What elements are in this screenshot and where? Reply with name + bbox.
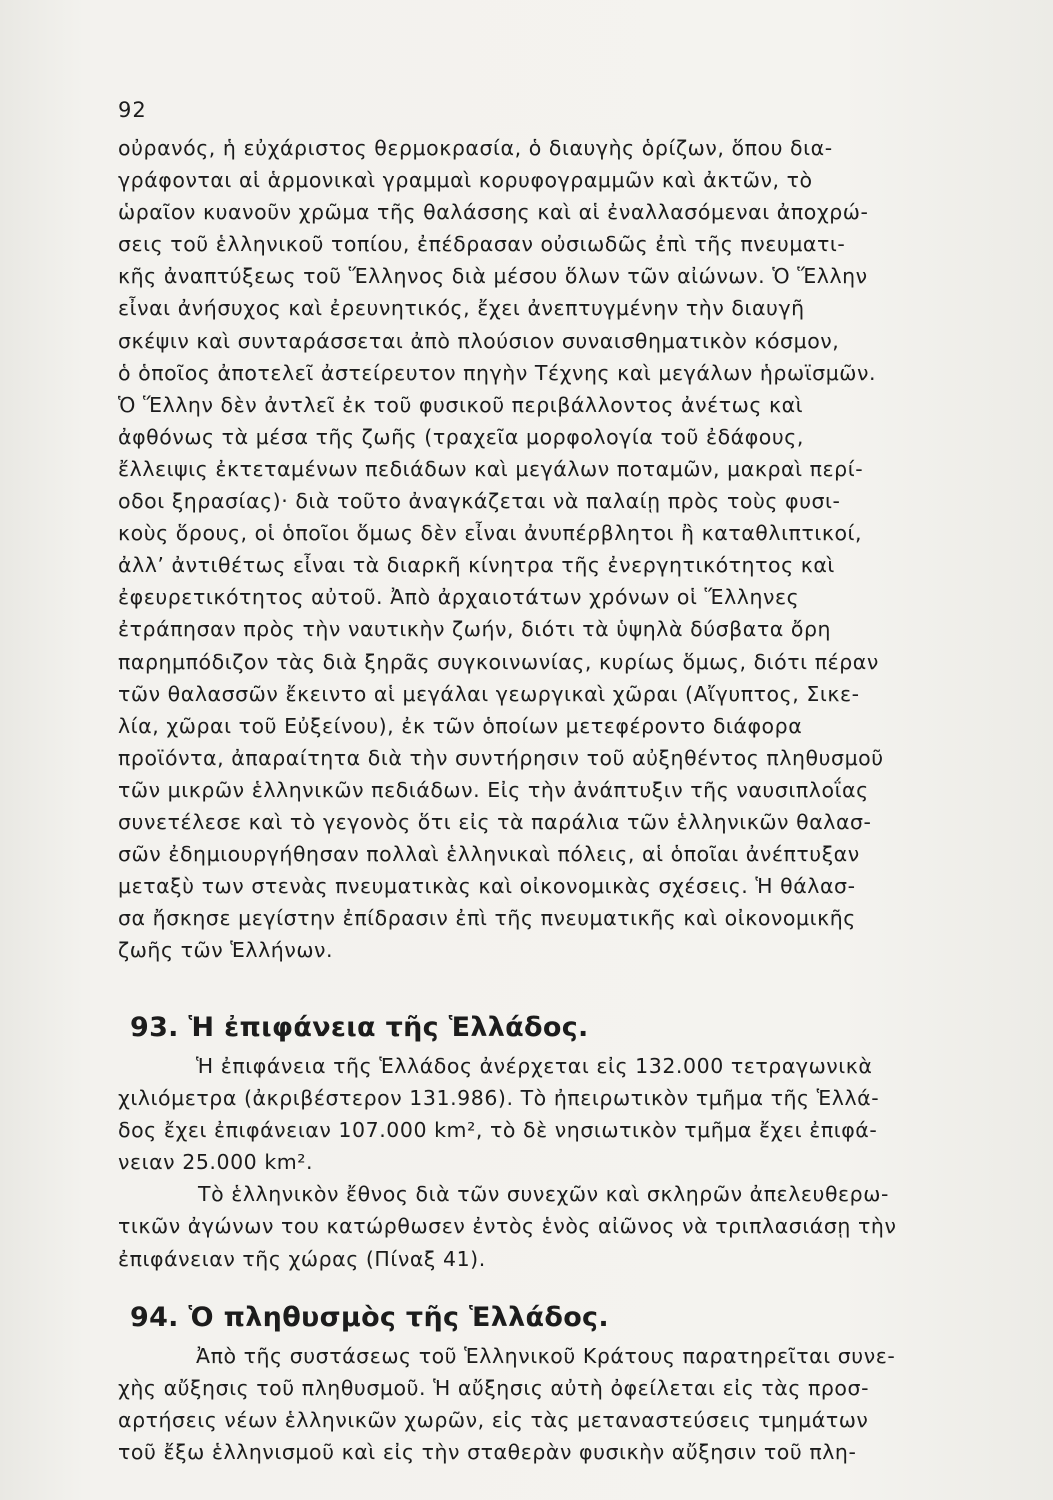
text-line: κῆς ἀναπτύξεως τοῦ Ἕλληνος διὰ μέσου ὅλων τῶν αἰώνων. Ὁ Ἕλλην — [118, 264, 868, 289]
text-line: σα ἤσκησε μεγίστην ἐπίδρασιν ἐπὶ τῆς πνευματικῆς καὶ οἰκονομικῆς — [118, 906, 856, 931]
body-paragraph — [118, 132, 998, 966]
section-94-paragraph — [118, 1340, 998, 1468]
page-number: 92 — [118, 98, 147, 122]
text-line: τικῶν ἀγώνων του κατώρθωσεν ἐντὸς ἑνὸς αἰῶνος νὰ τριπλασιάσῃ τὴν — [118, 1214, 897, 1239]
text-line: αρτήσεις νέων ἑλληνικῶν χωρῶν, εἰς τὰς μεταναστεύσεις τμημάτων — [118, 1408, 869, 1433]
text-line: ὁ ὁποῖος ἀποτελεῖ ἀστείρευτον πηγὴν Τέχνης καὶ μεγάλων ἡρωϊσμῶν. — [118, 360, 877, 385]
text-line: τῶν θαλασσῶν ἔκειντο αἱ μεγάλαι γεωργικαὶ χῶραι (Αἴγυπτος, Σικε- — [118, 681, 860, 706]
text-line: Τὸ ἑλληνικὸν ἔθνος διὰ τῶν συνεχῶν καὶ σκληρῶν ἀπελευθερω- — [198, 1182, 889, 1207]
text-line: νειαν 25.000 km². — [118, 1150, 314, 1175]
text-line: ἀφθόνως τὰ μέσα τῆς ζωῆς (τραχεῖα μορφολογία τοῦ ἐδάφους, — [118, 424, 804, 449]
text-line: Ἡ ἐπιφάνεια τῆς Ἑλλάδος ἀνέρχεται εἰς 132.000 τετραγωνικὰ — [196, 1054, 873, 1078]
text-line: μεταξὺ των στενὰς πνευματικὰς καὶ οἰκονομικὰς σχέσεις. Ἡ θάλασ- — [118, 874, 856, 899]
section-heading-93: 93. Ἡ ἐπιφάνεια τῆς Ἑλλάδος. — [130, 1012, 589, 1043]
text-line: τοῦ ἔξω ἑλληνισμοῦ καὶ εἰς τὴν σταθερὰν φυσικὴν αὔξησιν τοῦ πλη- — [118, 1440, 857, 1465]
text-line: χιλιόμετρα (ἀκριβέστερον 131.986). Τὸ ἠπειρωτικὸν τμῆμα τῆς Ἑλλά- — [118, 1086, 880, 1111]
text-line: εἶναι ἀνήσυχος καὶ ἐρευνητικός, ἔχει ἀνεπτυγμένην τὴν διαυγῆ — [118, 296, 805, 321]
text-line: ἐφευρετικότητος αὐτοῦ. Ἀπὸ ἀρχαιοτάτων χρόνων οἱ Ἕλληνες — [118, 585, 800, 610]
text-line: ἀλλ’ ἀντιθέτως εἶναι τὰ διαρκῆ κίνητρα τῆς ἐνεργητικότητος καὶ — [118, 553, 835, 578]
text-line: προϊόντα, ἀπαραίτητα διὰ τὴν συντήρησιν τοῦ αὐξηθέντος πληθυσμοῦ — [118, 745, 884, 770]
text-line: δος ἔχει ἐπιφάνειαν 107.000 km², τὸ δὲ νησιωτικὸν τμῆμα ἔχει ἐπιφά- — [118, 1118, 878, 1143]
text-line: κοὺς ὅρους, οἱ ὁποῖοι ὅμως δὲν εἶναι ἀνυπέρβλητοι ἢ καταθλιπτικοί, — [118, 521, 863, 546]
text-line: οὐρανός, ἡ εὐχάριστος θερμοκρασία, ὁ διαυγὴς ὁρίζων, ὅπου δια- — [118, 136, 833, 160]
text-line: χὴς αὔξησις τοῦ πληθυσμοῦ. Ἡ αὔξησις αὐτὴ ὀφείλεται εἰς τὰς προσ- — [118, 1376, 870, 1401]
text-line: παρημπόδιζον τὰς διὰ ξηρᾶς συγκοινωνίας, κυρίως ὅμως, διότι πέραν — [118, 649, 879, 674]
text-line: σῶν ἐδημιουργήθησαν πολλαὶ ἑλληνικαὶ πόλεις, αἱ ὁποῖαι ἀνέπτυξαν — [118, 842, 860, 867]
text-line: σκέψιν καὶ συνταράσσεται ἀπὸ πλούσιον συναισθηματικὸν κόσμον, — [118, 328, 840, 353]
text-line: Ἀπὸ τῆς συστάσεως τοῦ Ἑλληνικοῦ Κράτους παρατηρεῖται συνε- — [196, 1344, 896, 1368]
text-line: ζωῆς τῶν Ἑλλήνων. — [118, 938, 334, 963]
text-line: ἔλλειψις ἐκτεταμένων πεδιάδων καὶ μεγάλων ποταμῶν, μακραὶ περί- — [118, 456, 864, 481]
text-line: σεις τοῦ ἑλληνικοῦ τοπίου, ἐπέδρασαν οὐσιωδῶς ἐπὶ τῆς πνευματι- — [118, 232, 846, 257]
text-line: ἐτράπησαν πρὸς τὴν ναυτικὴν ζωήν, διότι τὰ ὑψηλὰ δύσβατα ὄρη — [118, 617, 832, 642]
text-line: συνετέλεσε καὶ τὸ γεγονὸς ὅτι εἰς τὰ παράλια τῶν ἑλληνικῶν θαλασ- — [118, 809, 872, 834]
text-line: γράφονται αἱ ἁρμονικαὶ γραμμαὶ κορυφογραμμῶν καὶ ἀκτῶν, τὸ — [118, 168, 813, 193]
text-line: ἐπιφάνειαν τῆς χώρας (Πίναξ 41). — [118, 1246, 486, 1271]
section-93-paragraph — [118, 1050, 998, 1275]
text-line: Ὁ Ἕλλην δὲν ἀντλεῖ ἐκ τοῦ φυσικοῦ περιβάλλοντος ἀνέτως καὶ — [118, 392, 804, 417]
text-line: οδοι ξηρασίας)· διὰ τοῦτο ἀναγκάζεται νὰ παλαίῃ πρὸς τοὺς φυσι- — [118, 489, 841, 514]
section-heading-94: 94. Ὁ πληθυσμὸς τῆς Ἑλλάδος. — [130, 1302, 609, 1333]
text-line: λία, χῶραι τοῦ Εὐξείνου), ἐκ τῶν ὁποίων μετεφέροντο διάφορα — [118, 713, 803, 738]
text-line: τῶν μικρῶν ἑλληνικῶν πεδιάδων. Εἰς τὴν ἀνάπτυξιν τῆς ναυσιπλοΐας — [118, 777, 869, 802]
text-line: ὡραῖον κυανοῦν χρῶμα τῆς θαλάσσης καὶ αἱ ἐναλλασόμεναι ἀποχρώ- — [118, 200, 869, 225]
